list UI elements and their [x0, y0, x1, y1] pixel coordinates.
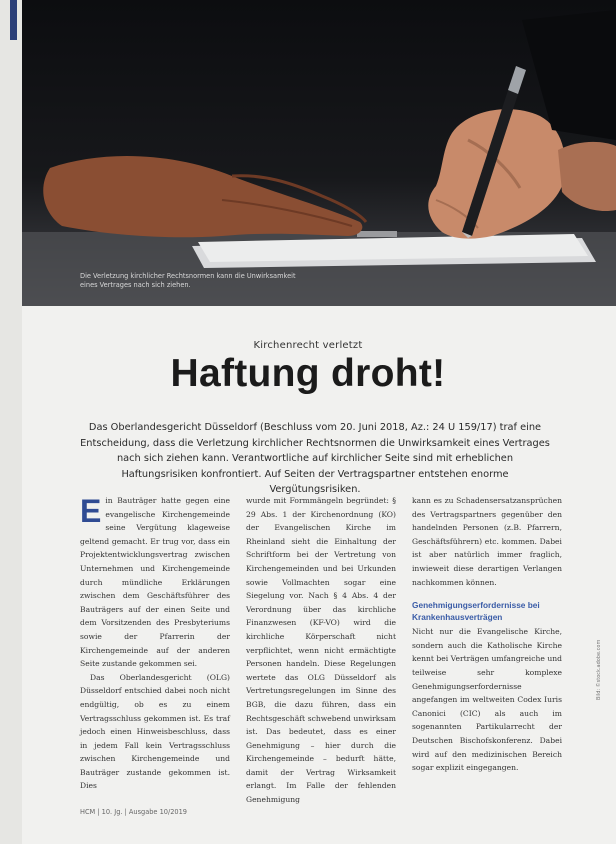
paragraph: kann es zu Schadensersatzansprüchen des Vertragspartners gegenüber den handelnden Personen (z.B. Pfarrern, Geschäftsführern) etc. kommen. Dabei ist aber natürlich immer fraglich, inwieweit diese derartigen Verlangen nachkommen können. — [412, 496, 562, 587]
paragraph: Nicht nur die Evangelische Kirche, sondern auch die Katholische Kirche kennt bei Verträgen umfangreiche und teilweise sehr komplexe Genehmigungserfordernisse angefangen im weltweiten Codex Iuris Canonici (CIC) als auch im sogenannten Partikularrecht der Deutschen Bischofskonferenz. Dabei wird auf den medizinischen Bereich sogar explizit eingegangen. — [412, 627, 562, 773]
first-paragraph — [80, 494, 230, 671]
header-photo — [22, 0, 616, 306]
paragraph: Das Oberlandesgericht (OLG) Düsseldorf entschied dabei noch nicht endgültig, ob es zu einem Vertragsschluss gekommen ist. Es traf jedoch einen Hinweisbeschluss, dass in jedem Fall kein Vertragsschluss zwischen Kirchengemeinde und Bauträger zustande gekommen ist. Dies — [80, 672, 230, 791]
article-column-2 — [246, 494, 396, 807]
drop-cap: E — [80, 493, 102, 529]
page-footer: HCM | 10. Jg. | Ausgabe 10/2019 — [80, 808, 187, 816]
paragraph-text: in Bauträger hatte gegen eine evangelische Kirchengemeinde seine Vergütung klageweise geltend gemacht. Er trug vor, dass ein Projektentwicklungsvertrag zwischen Unternehmen und Kirchengemeinde durch mündliche Erklärungen zwischen dem Geschäftsführer des Bauträgers auf der einen Seite und dem Vorsitzenden des Presbyteriums sowie der Pfarrerin der Kirchengemeinde auf der anderen Seite zustande gekommen sei. — [80, 496, 230, 669]
photo-caption: Die Verletzung kirchlicher Rechtsnormen kann die Unwirksamkeit eines Vertrages nach sich ziehen. — [80, 272, 296, 289]
article-lead: Das Oberlandesgericht Düsseldorf (Beschluss vom 20. Juni 2018, Az.: 24 U 159/17) traf eine Entscheidung, dass die Verletzung kirchlicher Rechtsnormen die Unwirksamkeit eines Vertrages nach sich ziehen kann. Verantwortliche auf kirchlicher Seite sind mit erheblichen Haftungsrisiken konfrontiert. Auf Seiten der Vertragspartner entstehen enorme Vergütungsrisiken. — [80, 422, 550, 496]
article-column-3 — [412, 494, 562, 775]
article-title: Haftung droht! — [170, 352, 446, 395]
page-spine — [0, 0, 22, 844]
hands-signing-illustration — [22, 0, 616, 306]
section-subheading: Genehmigungserfordernisse bei Krankenhausverträgen — [412, 600, 540, 623]
article-kicker: Kirchenrecht verletzt — [253, 340, 363, 351]
paragraph: wurde mit Formmängeln begründet: § 29 Abs. 1 der Kirchenordnung (KO) der Evangelischen Kirche im Rheinland sieht die Einhaltung der Schriftform bei der Vertretung von Kirchengemeinden und bei Urkunden sowie Vollmachten sogar eine Siegelung vor. Nach § 4 Abs. 4 der Verordnung über das kirchliche Finanzwesen (KF-VO) wird die kirchliche Körperschaft nicht verpflichtet, wenn nicht ermächtigte Personen handeln. Diese Regelungen wertete das OLG Düsseldorf als Vertretungsregelungen im Sinne des BGB, die dazu führen, dass ein Rechtsgeschäft schwebend unwirksam ist. Das bedeutet, dass es einer Genehmigung – hier durch die Kirchengemeinde – bedurft hätte, damit der Vertrag Wirksamkeit erlangt. Im Falle der fehlenden Genehmigung — [246, 496, 396, 805]
spine-color-bar — [10, 0, 17, 40]
image-credit: Bild: ©stock.adobe.com — [596, 639, 602, 700]
article-column-1 — [80, 494, 230, 793]
